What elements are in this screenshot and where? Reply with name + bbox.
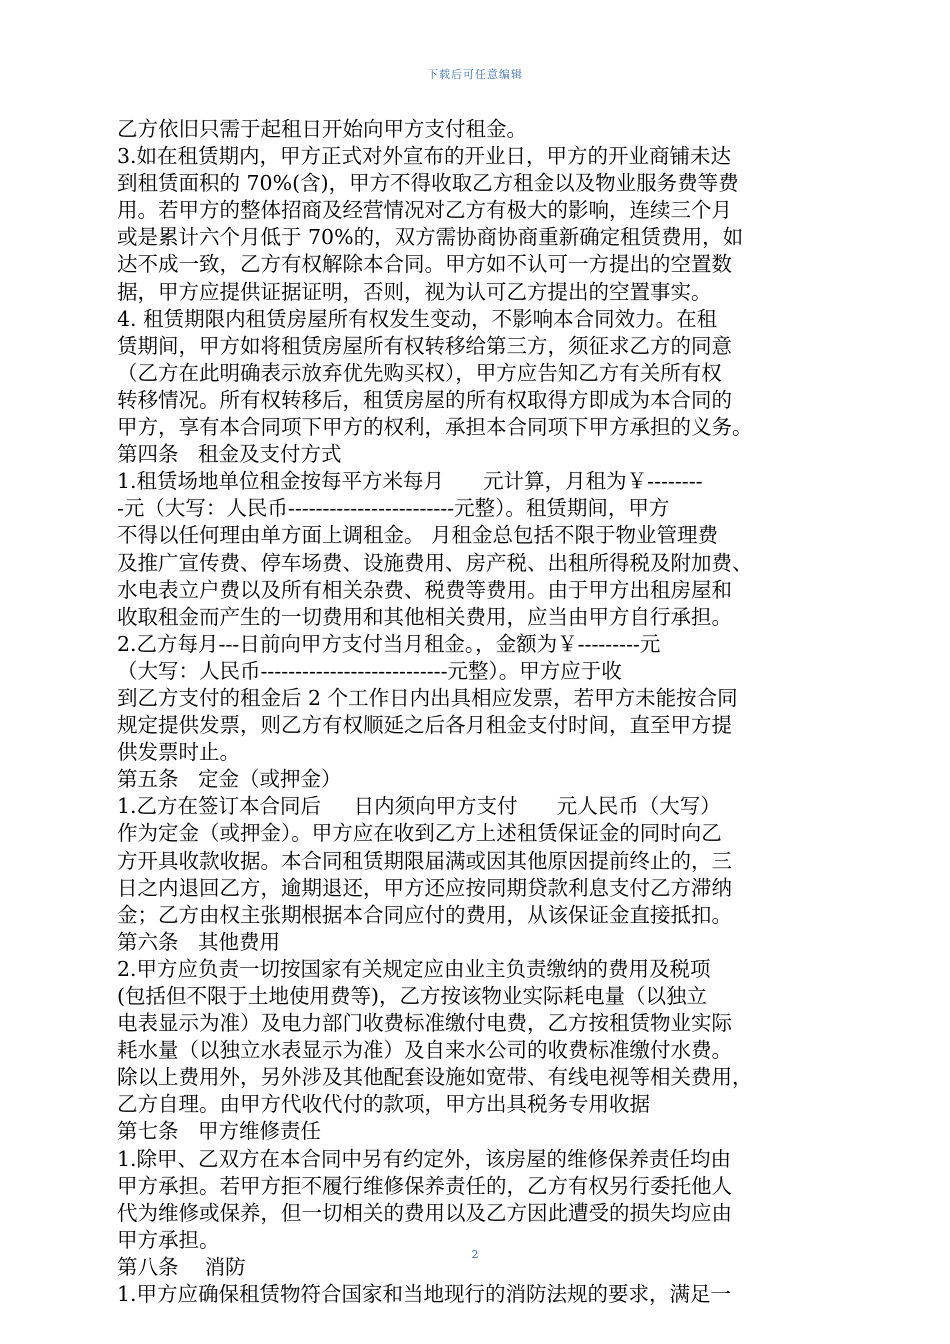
text-line: 规定提供发票，则乙方有权顺延之后各月租金支付时间，直至甲方提 (117, 713, 732, 738)
text-line: 水电表立户费以及所有相关杂费、税费等费用。由于甲方出租房屋和 (117, 577, 732, 602)
text-line: 收取租金而产生的一切费用和其他相关费用，应当由甲方自行承担。 (117, 604, 732, 629)
text-line: 3.如在租赁期内，甲方正式对外宣布的开业日，甲方的开业商铺未达 (117, 144, 732, 169)
text-line: 方开具收款收据。本合同租赁期限届满或因其他原因提前终止的，三 (117, 848, 732, 873)
text-line: 达不成一致，乙方有权解除本合同。甲方如不认可一方提出的空置数 (117, 252, 732, 277)
text-line: 4. 租赁期限内租赁房屋所有权发生变动，不影响本合同效力。在租 (117, 306, 718, 331)
text-line: 1.乙方在签订本合同后 日内须向甲方支付 元人民币（大写） (117, 794, 721, 819)
text-line: 乙方自理。由甲方代收代付的款项，甲方出具税务专用收据 (117, 1092, 650, 1117)
text-line: （乙方在此明确表示放弃优先购买权），甲方应告知乙方有关所有权 (117, 360, 722, 385)
page-number: 2 (471, 1248, 479, 1261)
text-line: 乙方依旧只需于起租日开始向甲方支付租金。 (117, 117, 527, 141)
text-line: 及推广宣传费、停车场费、设施费用、房产税、出租所得税及附加费、 (117, 550, 753, 575)
text-line: 除以上费用外，另外涉及其他配套设施如宽带、有线电视等相关费用， (117, 1065, 753, 1090)
text-line: 据，甲方应提供证据证明，否则，视为认可乙方提出的空置事实。 (117, 279, 712, 304)
text-line: 甲方承担。 (117, 1227, 220, 1252)
text-line: 金；乙方由权主张期根据本合同应付的费用，从该保证金直接抵扣。 (117, 902, 732, 927)
document-body (117, 116, 837, 1308)
text-line: （大写：人民币---------------------------元整）。甲方应于收 (117, 658, 622, 683)
text-line: 1.除甲、乙双方在本合同中另有约定外，该房屋的维修保养责任均由 (117, 1146, 732, 1171)
text-line: 1.甲方应确保租赁物符合国家和当地现行的消防法规的要求，满足一 (117, 1282, 732, 1307)
text-line: 1.租赁场地单位租金按每平方米每月 元计算，月租为￥-------- (117, 469, 703, 494)
text-line: 耗水量（以独立水表显示为准）及自来水公司的收费标准缴付水费。 (117, 1038, 732, 1063)
text-line: 2.甲方应负责一切按国家有关规定应由业主负责缴纳的费用及税项 (117, 956, 711, 981)
text-line: (包括但不限于土地使用费等)，乙方按该物业实际耗电量（以独立 (117, 984, 707, 1008)
text-line: 作为定金（或押金）。甲方应在收到乙方上述租赁保证金的同时向乙 (117, 821, 722, 846)
text-line: 用。若甲方的整体招商及经营情况对乙方有极大的影响，连续三个月 (117, 198, 732, 223)
section-heading: 第四条 租金及支付方式 (117, 442, 342, 467)
text-line: 2.乙方每月---日前向甲方支付当月租金。，金额为￥---------元 (117, 631, 661, 656)
text-line: 转移情况。所有权转移后，租赁房屋的所有权取得方即成为本合同的 (117, 387, 732, 412)
page-header: 下载后可任意编辑 (427, 68, 523, 81)
section-heading: 第八条 消防 (117, 1254, 246, 1279)
section-heading: 第七条 甲方维修责任 (117, 1119, 322, 1144)
text-line: 或是累计六个月低于 70%的，双方需协商协商重新确定租赁费用，如 (117, 225, 744, 250)
text-line: 到乙方支付的租金后 2 个工作日内出具相应发票，若甲方未能按合同 (117, 685, 738, 710)
text-line: -元（大写：人民币------------------------元整）。租赁期间，甲方 (117, 496, 670, 521)
text-line: 甲方承担。若甲方拒不履行维修保养责任的，乙方有权另行委托他人 (117, 1173, 732, 1198)
text-line: 甲方，享有本合同项下甲方的权利，承担本合同项下甲方承担的义务。 (117, 415, 753, 440)
text-line: 到租赁面积的 70%(含)，甲方不得收取乙方租金以及物业服务费等费 (117, 171, 739, 196)
section-heading: 第五条 定金（或押金） (117, 767, 342, 792)
text-line: 电表显示为准）及电力部门收费标准缴付电费，乙方按租赁物业实际 (117, 1011, 732, 1036)
text-line: 代为维修或保养，但一切相关的费用以及乙方因此遭受的损失均应由 (117, 1200, 732, 1225)
text-line: 日之内退回乙方，逾期退还，甲方还应按同期贷款利息支付乙方滞纳 (117, 875, 732, 900)
text-line: 赁期间，甲方如将租赁房屋所有权转移给第三方，须征求乙方的同意 (117, 333, 732, 358)
text-line: 不得以任何理由单方面上调租金。 月租金总包括不限于物业管理费 (117, 523, 719, 548)
section-heading: 第六条 其他费用 (117, 929, 281, 954)
text-line: 供发票时止。 (117, 740, 240, 765)
